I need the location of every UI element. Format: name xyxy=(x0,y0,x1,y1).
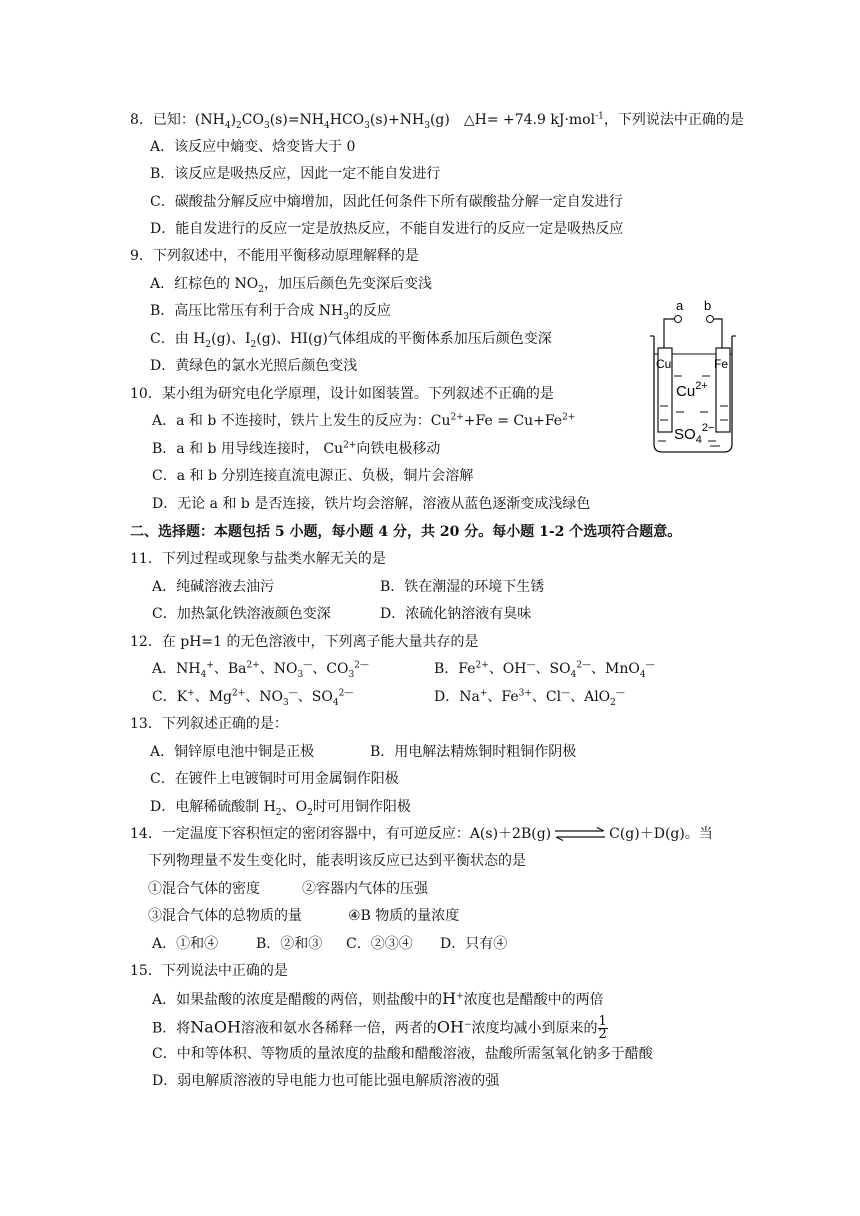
q14-option-b: B．②和③ xyxy=(256,936,323,952)
q12-option-a: A．$NH_4^+$、$Ba^{2+}$、$NO_3^—$、$CO_3^{2—}$ xyxy=(152,660,369,680)
q15-option-c: C．中和等体积、等物质的量浓度的盐酸和醋酸溶液，盐酸所需氢氧化钠多于醋酸 xyxy=(152,1046,653,1062)
q10-option-c: C．a 和 b 分别连接直流电源正、负极，铜片会溶解 xyxy=(152,468,474,484)
q14-option-a: A．①和④ xyxy=(152,936,219,952)
q12-option-d: D．Na+、$Fe^{3+}$、Cl—、AlO$_2$— xyxy=(434,688,625,708)
q11-option-b: B．铁在潮湿的环境下生锈 xyxy=(380,579,545,595)
cu-ion-label: $Cu^{2+}$ xyxy=(676,380,708,400)
terminal-b-label: b xyxy=(704,298,712,313)
q13-option-b: B．用电解法精炼铜时粗铜作阴极 xyxy=(370,744,577,760)
q8-option-d: D．能自发进行的反应一定是放热反应，不能自发进行的反应一定是吸热反应 xyxy=(150,221,624,237)
terminal-b-icon xyxy=(707,316,714,323)
q14-item-4: ④B 物质的量浓度 xyxy=(348,908,460,924)
q11-option-c: C．加热氯化铁溶液颜色变深 xyxy=(152,606,331,622)
terminal-a-label: a xyxy=(676,298,684,313)
q13-option-a: A．铜锌原电池中铜是正极 xyxy=(150,744,315,760)
wire-left xyxy=(664,319,675,348)
electrochemical-cell-diagram xyxy=(636,296,736,456)
q9-option-d: D．黄绿色的氯水光照后颜色变浅 xyxy=(150,358,358,374)
q10-option-b: B．a 和 b 用导线连接时， $Cu^{2+}$向铁电极移动 xyxy=(152,440,441,457)
q8-option-c: C．碳酸盐分解反应中熵增加，因此任何条件下所有碳酸盐分解一定自发进行 xyxy=(150,194,623,210)
q12-stem: 12．在 pH=1 的无色溶液中，下列离子能大量共存的是 xyxy=(130,634,479,650)
terminal-a-icon xyxy=(675,316,682,323)
q14-option-d: D．只有④ xyxy=(440,936,508,952)
q8-option-b: B．该反应是吸热反应，因此一定不能自发进行 xyxy=(150,166,441,182)
sulfate-ion-label: $SO_4^{2-}$ xyxy=(674,422,715,446)
q15-option-b: B．将NaOH溶液和氨水各稀释一倍，两者的OH−浓度均减小到原来的 $\frac{1}{2}$ xyxy=(152,1014,607,1042)
q8-stem: 8．已知：$(NH_4)_2CO_3(s)=NH_4HCO_3(s)+NH_3(g)$ △H= +74.9 kJ·mol$^{-1}$，下列说法中正确的是 xyxy=(130,111,744,131)
q15-stem: 15．下列说法中正确的是 xyxy=(130,963,288,979)
q12-option-c: C．K+、$Mg^{2+}$、$NO_3^—$、$SO_4^{2—}$ xyxy=(152,688,354,708)
q9-option-b: B．高压比常压有利于合成 $NH_3$的反应 xyxy=(150,303,391,322)
q14-stem-line2: 下列物理量不发生变化时，能表明该反应已达到平衡状态的是 xyxy=(148,853,526,869)
section-2-heading: 二、选择题：本题包括 5 小题，每小题 4 分，共 20 分。每小题 1-2 个选项符合题意。 xyxy=(130,524,682,540)
q11-option-a: A．纯碱溶液去油污 xyxy=(152,579,275,595)
q9-stem: 9．下列叙述中，不能用平衡移动原理解释的是 xyxy=(130,248,419,264)
q14-item-2: ②容器内气体的压强 xyxy=(302,881,428,897)
q10-option-d: D．无论 a 和 b 是否连接，铁片均会溶解，溶液从蓝色逐渐变成浅绿色 xyxy=(152,496,591,512)
q13-option-d: D．电解稀硫酸制 $H_2$、$O_2$时可用铜作阳极 xyxy=(150,799,411,818)
q11-option-d: D．浓硫化钠溶液有臭味 xyxy=(380,606,532,622)
q8-option-a: A．该反应中熵变、焓变皆大于 0 xyxy=(150,139,356,155)
q11-stem: 11．下列过程或现象与盐类水解无关的是 xyxy=(130,551,386,567)
wire-right xyxy=(714,319,723,348)
q9-option-a: A．红棕色的 $NO_2$，加压后颜色先变深后变浅 xyxy=(150,276,433,295)
q13-stem: 13．下列叙述正确的是： xyxy=(130,716,288,732)
q15-option-d: D．弱电解质溶液的导电能力也可能比强电解质溶液的强 xyxy=(152,1073,500,1089)
q9-option-c: C．由 $H_2(g)$、$I_2(g)$、HI(g)气体组成的平衡体系加压后颜色变深 xyxy=(150,331,552,350)
q14-item-1: ①混合气体的密度 xyxy=(148,881,260,897)
q14-option-c: C．②③④ xyxy=(346,936,413,952)
q15-option-a: A．如果盐酸的浓度是醋酸的两倍，则盐酸中的H+浓度也是醋酸中的两倍 xyxy=(152,989,604,1008)
q12-option-b: B．$Fe^{2+}$、OH—、$SO_4^{2—}$、MnO$_4$— xyxy=(434,660,655,680)
equilibrium-arrow-icon xyxy=(553,827,607,841)
fe-electrode-label: Fe xyxy=(714,357,729,371)
fraction-one-half: $\frac{1}{2}$ xyxy=(598,1014,607,1042)
q14-stem: 14．一定温度下容积恒定的密闭容器中，有可逆反应：A(s)＋2B(g) C(g)＋D(g)。当 xyxy=(130,826,713,842)
cu-electrode-label: Cu xyxy=(656,357,672,371)
q13-option-c: C．在镀件上电镀铜时可用金属铜作阳极 xyxy=(150,771,399,787)
q10-stem: 10．某小组为研究电化学原理，设计如图装置。下列叙述不正确的是 xyxy=(130,386,554,402)
q10-option-a: A．a 和 b 不连接时，铁片上发生的反应为：$Cu^{2+}+Fe = Cu+Fe^{2+}$ xyxy=(152,412,576,429)
q14-item-3: ③混合气体的总物质的量 xyxy=(148,908,302,924)
